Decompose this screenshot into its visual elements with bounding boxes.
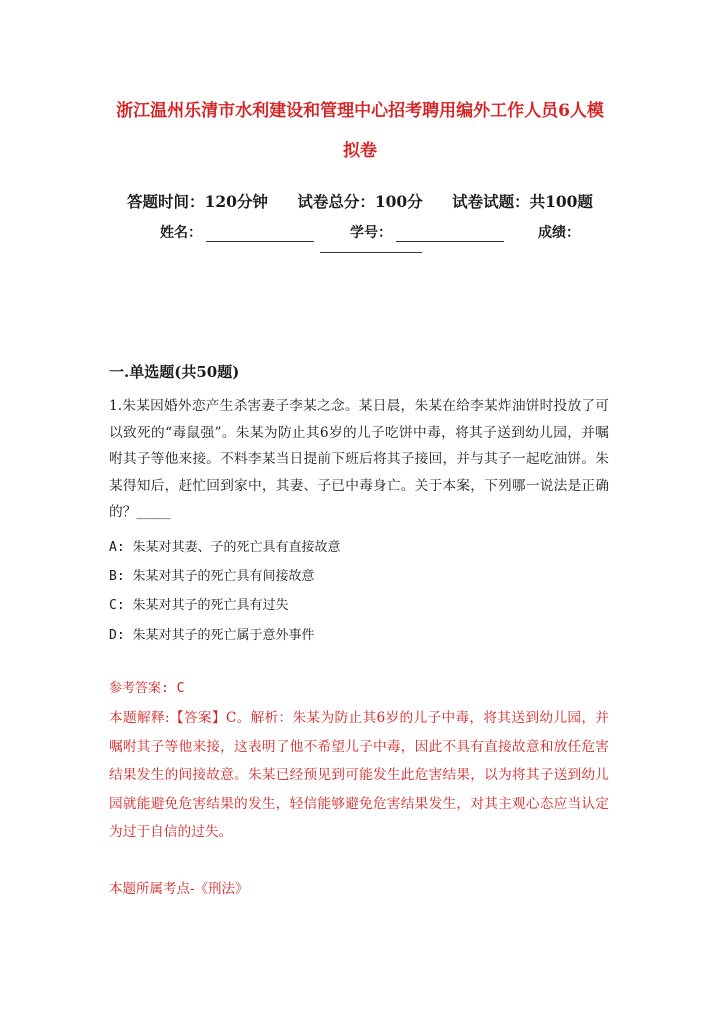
option-d[interactable]: D: 朱某对其子的死亡属于意外事件 [109, 627, 315, 643]
student-id-label: 学号： [350, 225, 392, 241]
option-c[interactable]: C: 朱某对其子的死亡具有过失 [109, 598, 289, 614]
exam-info [0, 190, 720, 212]
name-field [160, 222, 314, 242]
reference-answer: 参考答案: C [109, 681, 185, 696]
option-a[interactable]: A: 朱某对其妻、子的死亡具有直接故意 [109, 540, 341, 555]
option-b[interactable]: B: 朱某对其子的死亡具有间接故意 [109, 569, 315, 585]
exam-time: 答题时间：120分钟 [127, 192, 268, 211]
option-list [109, 533, 609, 650]
score-blank[interactable] [320, 252, 422, 253]
topic-label: 本题所属考点-《刑法》 [109, 881, 249, 897]
answer-explanation: 本题解释:【答案】C。解析：朱某为防止其6岁的儿子中毒，将其送到幼儿园，并嘱咐其子等他来接，这表明了他不希望儿子中毒，因此不具有直接故意和放任危害结果发生的间接故意。朱某已经预见到可能发生此危害结果，以为将其子送到幼儿园就能避免危害结果的发生，轻信能够避免危害结果发生，对其主观心态应当认定为过于自信的过失。 [109, 710, 609, 840]
name-blank[interactable] [206, 225, 314, 242]
student-id-field [350, 222, 504, 242]
exam-total-score: 试卷总分：100分 [297, 192, 423, 211]
document-title-line-2: 拟卷 [343, 141, 377, 161]
question-text: 1.朱某因婚外恋产生杀害妻子李某之念。某日晨，朱某在给李某炸油饼时投放了可以致死的“毒鼠强”。朱某为防止其6岁的儿子吃饼中毒，将其子送到幼儿园，并嘱咐其子等他来接。不料李某当日提前下班后将其子接回，并与其子一起吃油饼。朱某得知后，赶忙回到家中，其妻、子已中毒身亡。关于本案，下列哪一说法是正确的？_____ [109, 398, 609, 520]
student-id-blank[interactable] [396, 225, 504, 242]
exam-question-count: 试卷试题：共100题 [452, 192, 593, 211]
score-label: 成绩： [538, 225, 580, 241]
name-label: 姓名： [160, 225, 202, 241]
document-title-line-1: 浙江温州乐清市水利建设和管理中心招考聘用编外工作人员6人模 [116, 101, 604, 121]
score-field [538, 222, 580, 242]
section-heading: 一.单选题(共50题) [109, 363, 240, 381]
student-fields [160, 222, 600, 242]
